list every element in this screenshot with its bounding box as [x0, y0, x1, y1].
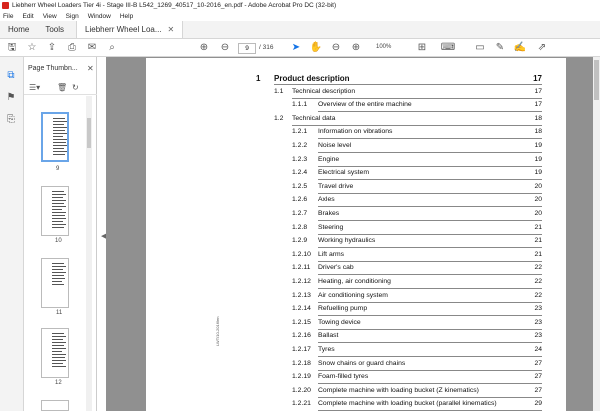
toc-entry[interactable] [146, 344, 566, 357]
page-thumbnail[interactable] [41, 186, 69, 236]
tab-bar [0, 21, 600, 39]
thumbnail-label: 10 [55, 238, 62, 244]
toc-entry-number: 1.1 [274, 87, 284, 95]
side-stamp: LWT/10-2016/en [215, 316, 220, 346]
toc-entry-number: 1.2.10 [292, 250, 311, 258]
toc-entry-number: 1.2.14 [292, 305, 311, 313]
title-bar [0, 0, 600, 11]
toc-entry-number: 1.2.21 [292, 400, 311, 408]
toc-entry-title: Complete machine with loading bucket (parallel kinematics) [318, 400, 497, 408]
attachments-icon[interactable]: ⎘ [7, 113, 15, 125]
zoom-out-icon[interactable]: ⊖ [331, 42, 341, 53]
zoom-level[interactable]: 100% [376, 44, 392, 50]
menu-sign[interactable]: Sign [65, 12, 79, 20]
toc-entry-number: 1.2.8 [292, 223, 308, 231]
page-thumbnail[interactable] [41, 258, 69, 308]
menu-file[interactable]: File [3, 12, 14, 20]
toc-entry-page: 20 [534, 210, 542, 217]
toc-entry[interactable] [146, 208, 566, 221]
menu-help[interactable]: Help [119, 12, 134, 20]
toolbar [0, 39, 600, 57]
toc-entry-page: 24 [534, 346, 542, 353]
bookmark-add-icon[interactable]: ☆ [27, 42, 37, 53]
toc-entry-page: 23 [534, 305, 542, 313]
toc-entry-number: 1.2.3 [292, 155, 308, 163]
toc-entry-page: 23 [534, 332, 542, 340]
prev-page-icon[interactable]: ⊕ [199, 42, 209, 53]
panel-toolbar [24, 81, 97, 95]
toc-entry[interactable] [146, 235, 566, 248]
toc-entry-number: 1.2.20 [292, 386, 311, 394]
toc-entry[interactable] [146, 358, 566, 371]
options-menu-icon[interactable]: ☰▾ [29, 83, 41, 92]
thumbnail-label: 12 [55, 380, 62, 386]
toc-entry-page: 17 [533, 74, 542, 83]
sign-icon[interactable]: ✍ [513, 42, 527, 53]
toc-entry-number: 1.2 [274, 114, 284, 122]
toc-entry-page: 27 [534, 373, 542, 381]
page-thumbnail[interactable] [41, 328, 69, 378]
menu-view[interactable]: View [42, 12, 57, 20]
toc-entry[interactable] [146, 194, 566, 207]
pen-icon[interactable]: ✎ [495, 42, 505, 53]
toc-entry[interactable] [146, 290, 566, 303]
toc-entry-title: Complete machine with loading bucket (Z kinematics) [318, 386, 479, 394]
toc-entry-page: 19 [534, 142, 542, 149]
delete-page-icon[interactable]: 🗑 [57, 83, 68, 92]
toc-entry-number: 1.2.19 [292, 373, 311, 381]
document-viewer[interactable] [106, 57, 600, 411]
toc-entry[interactable] [146, 167, 566, 180]
thumbnail-label: 11 [56, 310, 63, 316]
toc-entry[interactable] [146, 99, 566, 112]
toc-entry-title: Noise level [318, 142, 352, 149]
toc-entry-title: Brakes [318, 210, 340, 217]
next-page-icon[interactable]: ⊖ [220, 42, 230, 53]
rotate-page-icon[interactable]: ↻ [72, 83, 79, 92]
document-scroll-handle[interactable] [594, 60, 599, 100]
toc-entry-number: 1.2.13 [292, 291, 311, 299]
toc-entry[interactable] [146, 113, 566, 126]
toc-entry-title: Steering [318, 223, 344, 231]
toc-entry-title: Travel drive [318, 182, 354, 190]
navigation-rail [0, 57, 24, 411]
share-icon[interactable]: ⇗ [537, 42, 547, 53]
bookmarks-icon[interactable]: ⚑ [6, 91, 16, 103]
tab-tools[interactable]: Tools [45, 25, 65, 34]
toc-entry-title: Tyres [318, 346, 335, 353]
toc-entry-number: 1 [256, 74, 261, 83]
toc-entry-page: 17 [534, 101, 542, 109]
toc-entry-number: 1.2.9 [292, 237, 308, 245]
toc-entry[interactable] [146, 398, 566, 411]
toc-entry-number: 1.2.1 [292, 128, 308, 136]
panel-title: Page Thumbn... [28, 65, 78, 72]
toc-entry-number: 1.2.2 [292, 142, 308, 149]
toc-entry-number: 1.2.18 [292, 359, 311, 367]
page-thumbnail[interactable] [41, 400, 69, 411]
toc-entry-number: 1.2.12 [292, 278, 311, 285]
toc-entry-title: Snow chains or guard chains [318, 359, 406, 367]
page-total: / 316 [259, 44, 274, 51]
tab-home[interactable]: Home [8, 25, 30, 34]
search-icon[interactable]: ⌕ [109, 42, 115, 53]
toc-entry-title: Air conditioning system [318, 291, 388, 299]
zoom-in-icon[interactable]: ⊕ [351, 42, 361, 53]
toc-entry-page: 18 [534, 114, 542, 122]
toc-entry-number: 1.2.5 [292, 182, 308, 190]
keyboard-icon[interactable]: ⌨ [440, 42, 456, 53]
toc-entry[interactable] [146, 262, 566, 275]
print-icon[interactable]: ⎙ [68, 42, 76, 53]
toc-entry-page: 19 [534, 155, 542, 163]
close-tab-icon[interactable]: ✕ [167, 25, 175, 34]
menu-bar [0, 11, 600, 21]
toc-entry-title: Information on vibrations [318, 128, 393, 136]
toc-entry[interactable] [146, 330, 566, 343]
acrobat-icon [2, 2, 9, 9]
toc-entry-number: 1.1.1 [292, 101, 308, 109]
toc-entry-title: Lift arms [318, 250, 345, 258]
toc-entry-title: Technical data [292, 114, 336, 122]
tab-document-label: Liebherr Wheel Loa... [85, 25, 162, 34]
toc-entry-title: Refuelling pump [318, 305, 368, 313]
page-thumbnails-icon[interactable]: ⧉ [7, 69, 15, 81]
toc-entry[interactable] [146, 317, 566, 330]
comment-icon[interactable]: ▭ [475, 42, 485, 53]
toc-entry-page: 21 [534, 237, 542, 245]
toc-entry-page: 21 [534, 223, 542, 231]
toc-entry[interactable] [146, 249, 566, 262]
window-title: Liebherr Wheel Loaders Tier 4i - Stage III-B L542_1269_40517_10-2016_en.pdf - Adobe Acrobat Pro DC (32-bit) [12, 2, 337, 9]
toc-entry-number: 1.2.4 [292, 169, 308, 177]
toc-entry[interactable] [146, 371, 566, 384]
page-number-input[interactable]: 9 [238, 43, 256, 54]
toc-entry-page: 17 [534, 87, 542, 95]
fit-page-icon[interactable]: ⊞ [417, 42, 427, 53]
toc-entry-page: 18 [534, 128, 542, 136]
toc-entry-number: 1.2.16 [292, 332, 311, 340]
toc-entry-page: 19 [534, 169, 542, 177]
toc-entry-page: 22 [534, 264, 542, 272]
toc-entry[interactable] [146, 181, 566, 194]
toc-entry[interactable] [146, 303, 566, 316]
toc-entry-title: Product description [274, 74, 350, 83]
toc-entry-number: 1.2.6 [292, 196, 308, 204]
toc-entry[interactable] [146, 140, 566, 153]
toc-entry-number: 1.2.11 [292, 264, 311, 272]
document-scrollbar[interactable] [593, 57, 600, 411]
toc-entry[interactable] [146, 86, 566, 99]
toc-entry-title: Overview of the entire machine [318, 101, 412, 109]
thumbnail-label: 9 [56, 166, 60, 172]
toc-entry-page: 27 [534, 359, 542, 367]
toc-entry-title: Electrical system [318, 169, 369, 177]
thumbnail-scroll-handle[interactable] [87, 118, 91, 148]
toc-entry-title: Driver's cab [318, 264, 354, 272]
email-icon[interactable]: ✉ [87, 42, 97, 53]
toc-entry-page: 22 [534, 291, 542, 299]
toc-entry-title: Heating, air conditioning [318, 278, 391, 285]
thumbnail-scrollbar[interactable] [86, 96, 92, 411]
toc-entry[interactable] [146, 154, 566, 167]
toc-entry-number: 1.2.17 [292, 346, 311, 353]
close-panel-icon[interactable]: ✕ [87, 64, 94, 73]
toc-entry-number: 1.2.7 [292, 210, 308, 217]
document-page [146, 58, 566, 411]
toc-entry-page: 23 [534, 318, 542, 326]
toc-entry-page: 22 [534, 278, 542, 285]
save-icon[interactable]: 🖫 [7, 42, 17, 53]
toc-entry-title: Engine [318, 155, 340, 163]
toc-entry-page: 27 [534, 386, 542, 394]
toc-entry-title: Foam-filled tyres [318, 373, 369, 381]
collapse-panel-icon[interactable]: ◀ [101, 233, 107, 240]
toc-entry[interactable] [146, 385, 566, 398]
toc-entry[interactable] [146, 276, 566, 289]
menu-edit[interactable]: Edit [22, 12, 34, 20]
hand-icon[interactable]: ✋ [309, 42, 323, 53]
toc-entry-number: 1.2.15 [292, 318, 311, 326]
toc-entry-page: 21 [534, 250, 542, 258]
toc-entry-page: 20 [534, 196, 542, 204]
toc-entry-title: Ballast [318, 332, 339, 340]
toc-entry-page: 20 [534, 182, 542, 190]
toc-entry[interactable] [146, 126, 566, 139]
toc-entry-title: Working hydraulics [318, 237, 376, 245]
toc-entry[interactable] [146, 222, 566, 235]
toc-entry-title: Technical description [292, 87, 356, 95]
page-thumbnail[interactable] [41, 112, 69, 162]
toc-entry-title: Axles [318, 196, 335, 204]
toc-entry-page: 29 [534, 400, 542, 408]
menu-window[interactable]: Window [87, 12, 111, 20]
toc-entry[interactable] [146, 72, 566, 85]
cursor-icon[interactable]: ➤ [291, 42, 301, 53]
tab-document[interactable] [76, 21, 183, 38]
toc-entry-title: Towing device [318, 318, 361, 326]
upload-icon[interactable]: ⇪ [47, 42, 57, 53]
